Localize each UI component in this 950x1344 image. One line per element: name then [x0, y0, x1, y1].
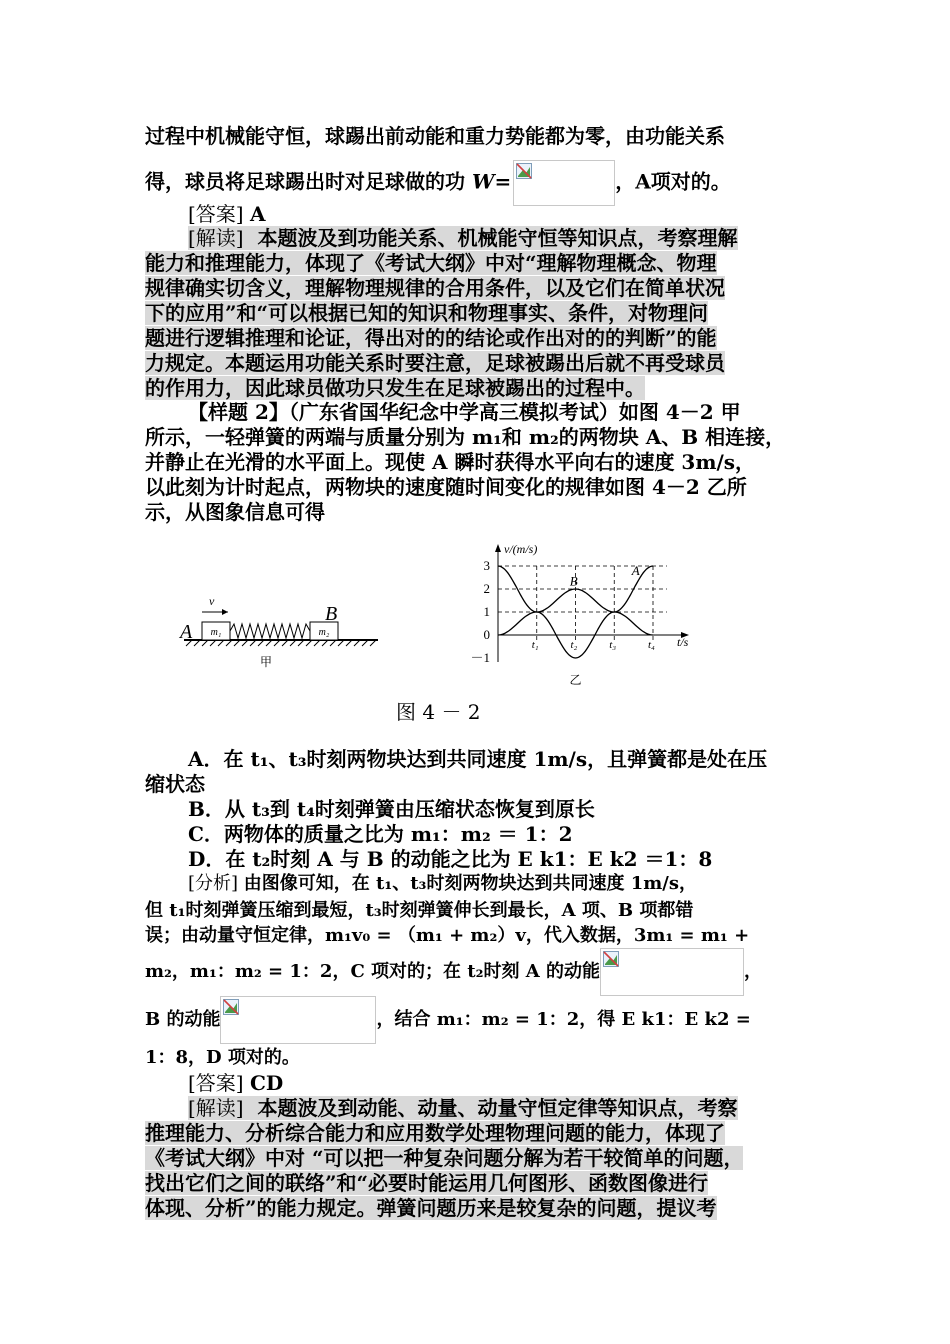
figure-caption-yi: 乙	[569, 673, 582, 686]
y-tick-label: －1	[470, 650, 490, 665]
interpretation-line	[145, 1146, 743, 1170]
y-tick-label: 0	[483, 627, 490, 642]
formula-image-placeholder	[513, 160, 615, 206]
interpretation-line	[145, 276, 725, 300]
spring	[230, 624, 310, 638]
velocity-label: v	[209, 594, 215, 608]
x-tick-label: t₃	[609, 639, 617, 651]
series-a-label: A	[631, 563, 640, 579]
text-span: ，A项对的。	[615, 169, 731, 194]
broken-image-icon	[223, 999, 239, 1015]
interpretation-line	[188, 1096, 738, 1120]
broken-image-icon	[516, 163, 532, 179]
analysis-line: 误；由动量守恒定律，m₁v₀ = （m₁ + m₂）v，代入数据，3m₁ = m₁ +	[145, 925, 750, 946]
interp-bracket: [解读]	[188, 1096, 244, 1120]
analysis-line: 但 t₁时刻弹簧压缩到最短，t₃时刻弹簧伸长到最长，A 项、B 项都错	[145, 900, 694, 921]
interp-text: 推理能力、分析综合能力和应用数学处理物理问题的能力，体现了	[145, 1121, 725, 1145]
analysis-text: ，结合 m₁：m₂ = 1：2，得 E k1：E k2 =	[376, 1009, 751, 1030]
block-m1-label: m₁	[210, 627, 222, 638]
analysis-text: B 的动能	[145, 1009, 221, 1030]
x-tick-label: t₂	[570, 639, 578, 651]
answer-line	[188, 1071, 283, 1095]
answer-line	[188, 202, 266, 226]
example-line: 所示，一轻弹簧的两端与质量分别为 m₁和 m₂的两物块 A、B 相连接，	[145, 425, 786, 449]
interpretation-line	[145, 251, 717, 275]
formula-image-placeholder	[220, 996, 376, 1044]
block-b-label: B	[325, 603, 338, 625]
interp-text: 规律确实切含义，理解物理规律的合用条件，以及它们在简单状况	[145, 276, 725, 300]
x-tick-label: t₄	[648, 639, 655, 651]
answer-bracket: [答案]	[188, 202, 244, 226]
option-c: C．两物体的质量之比为 m₁：m₂ ＝ 1：2	[188, 822, 573, 846]
x-axis-title: t/s	[677, 635, 689, 649]
broken-image-icon	[603, 951, 619, 967]
analysis-bracket: [分析]	[188, 873, 239, 894]
interp-text: 的作用力，因此球员做功只发生在足球被踢出的过程中。	[145, 376, 645, 400]
interp-text: 下的应用”和“可以根据已知的知识和物理事实、条件，对物理问	[145, 301, 709, 325]
answer-value: CD	[249, 1071, 284, 1095]
analysis-text: 由图像可知，在 t₁、t₃时刻两物块达到共同速度 1m/s，	[243, 873, 697, 894]
figure-caption-jia: 甲	[259, 655, 273, 669]
example-line: 并静止在光滑的水平面上。现使 A 瞬时获得水平向右的速度 3m/s，	[145, 450, 756, 474]
example-tag: 【样题 2】	[188, 400, 289, 424]
answer-bracket: [答案]	[188, 1071, 244, 1095]
example-text: （广东省国华纪念中学高三模拟考试）如图 4－2 甲	[288, 400, 741, 424]
analysis-line	[145, 996, 751, 1044]
velocity-arrowhead	[222, 609, 228, 615]
series-b-label: B	[569, 573, 578, 589]
option-a: A．在 t₁、t₃时刻两物块达到共同速度 1m/s，且弹簧都是处在压	[188, 747, 768, 771]
equals-sign: =	[494, 169, 512, 194]
interp-text: 能力和推理能力，体现了《考试大纲》中对“理解物理概念、物理	[145, 251, 717, 275]
example-line: 以此刻为计时起点，两物块的速度随时间变化的规律如图 4－2 乙所	[145, 475, 747, 499]
analysis-line: 1：8，D 项对的。	[145, 1047, 300, 1068]
y-axis-arrowhead	[495, 544, 501, 552]
interpretation-line	[145, 1171, 708, 1195]
y-tick-label: 1	[483, 604, 490, 619]
interp-text: 题进行逻辑推理和论证，得出对的的结论或作出对的的判断”的能	[145, 326, 717, 350]
y-tick-label: 3	[483, 558, 490, 573]
interp-text: 力规定。本题运用功能关系时要注意，足球被踢出后就不再受球员	[145, 351, 725, 375]
block-a-label: A	[180, 621, 193, 643]
y-axis-title: v/(m/s)	[504, 542, 538, 556]
text-span: 得，球员将足球踢出时对足球做的功	[145, 169, 472, 194]
y-tick-label: 2	[483, 581, 490, 596]
interp-bracket: [解读]	[188, 226, 244, 250]
example-line: 示，从图象信息可得	[145, 500, 325, 524]
option-b: B．从 t₃到 t₄时刻弹簧由压缩状态恢复到原长	[188, 797, 595, 821]
interpretation-line	[145, 351, 725, 375]
interp-text: 本题波及到动能、动量、动量守恒定律等知识点，考察	[257, 1096, 738, 1120]
interpretation-line	[145, 301, 708, 325]
option-d: D．在 t₂时刻 A 与 B 的动能之比为 E k1：E k2 ＝1：8	[188, 847, 713, 871]
x-tick-label: t₁	[531, 639, 539, 651]
work-symbol: W	[471, 169, 495, 194]
interpretation-line	[145, 376, 645, 400]
interp-text: 《考试大纲》中对 “可以把一种复杂问题分解为若干较简单的问题，	[145, 1146, 744, 1170]
analysis-line	[145, 948, 762, 996]
figure-caption: 图 4 － 2	[396, 700, 481, 724]
figure-spring-system	[178, 590, 388, 670]
block-m2-label: m₂	[318, 627, 330, 638]
analysis-line	[188, 872, 697, 896]
interp-text: 体现、分析”的能力规定。弹簧问题历来是较复杂的问题，提议考	[145, 1196, 717, 1220]
interpretation-line	[145, 326, 717, 350]
text-line: 过程中机械能守恒，球踢出前动能和重力势能都为零，由功能关系	[145, 124, 725, 148]
analysis-text: m₂，m₁：m₂ = 1：2，C 项对的；在 t₂时刻 A 的动能	[145, 961, 601, 982]
text-line	[145, 160, 731, 206]
interpretation-line	[145, 1196, 717, 1220]
interp-text: 找出它们之间的联络”和“必要时能运用几何图形、函数图像进行	[145, 1171, 709, 1195]
formula-image-placeholder	[600, 948, 744, 996]
analysis-text: ，	[744, 961, 763, 982]
interp-text: 本题波及到功能关系、机械能守恒等知识点，考察理解	[257, 226, 738, 250]
answer-value: A	[249, 202, 266, 226]
interpretation-line	[145, 1121, 725, 1145]
example-line	[188, 400, 741, 424]
option-a-cont: 缩状态	[145, 772, 205, 796]
velocity-time-chart	[455, 538, 700, 686]
interpretation-line	[188, 226, 738, 250]
